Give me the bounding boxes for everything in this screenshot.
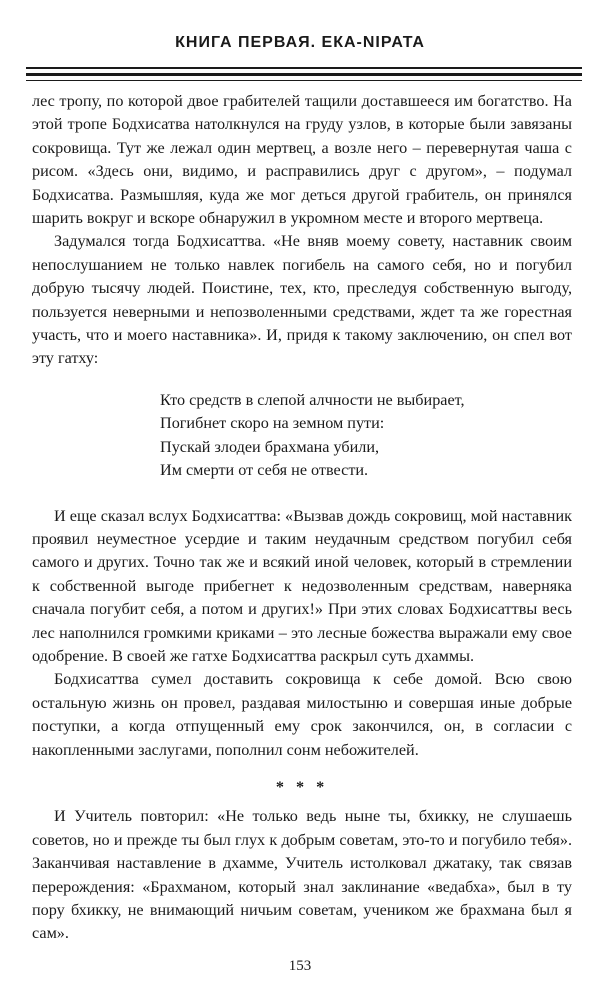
verse-line: Погибнет скоро на земном пути: — [160, 414, 385, 433]
paragraph: лес тропу, по которой двое грабителей тащили доставшееся им богатство. На этой тропе Бодхисатва натолкнулся на груду узлов, в которые были завязаны сокровища. Тут же лежал один мертвец, а возле него – перевернутая чаша с рисом. «Здесь они, видимо, и расправились друг с другом», – подумал Бодхисатва. Размышляя, куда же мог деться другой грабитель, он принялся шарить вокруг и вскоре обнаружил в укромном месте и второго мертвеца. — [32, 92, 572, 228]
verse-gatha — [160, 389, 572, 483]
header-rule-bottom — [26, 80, 582, 81]
running-head: КНИГА ПЕРВАЯ. ЕКА-NIPATA — [175, 34, 425, 51]
verse-line: Кто средств в слепой алчности не выбирает, — [160, 390, 465, 409]
verse-line: Им смерти от себя не отвести. — [160, 461, 369, 480]
verse-line: Пускай злодеи брахмана убили, — [160, 437, 380, 456]
paragraph: И Учитель повторил: «Не только ведь ныне ты, бхикку, не слушаешь советов, но и прежде ты был глух к добрым советам, это-то и погубило тебя». Заканчивая наставление в дхамме, Учитель истолковал джатаку, так связав перерождения: «Брахманом, который знал заклинание «ведабха», был в ту пору бхикку, не внимающий ничьим советам, учеником же брахмана был я сам». — [32, 807, 572, 943]
body-text — [32, 90, 572, 946]
paragraph: Бодхисаттва сумел доставить сокровища к себе домой. Всю свою остальную жизнь он провел, раздавая милостыню и совершая иные добрые поступки, а когда отпущенный ему срок закончился, он, в согласии с накопленными заслугами, пополнил сонм небожителей. — [32, 670, 572, 759]
paragraph: Задумался тогда Бодхисаттва. «Не вняв моему совету, наставник своим непослушанием не только навлек погибель на самого себя, но и погубил добрую тысячу людей. Поистине, тех, кто, преследуя собственную выгоду, пользуется неверными и непозволенными средствами, ждет та же горестная участь, что и моего наставника». И, придя к такому заключению, он спел вот эту гатху: — [32, 232, 572, 368]
header-rule-thin — [26, 67, 582, 69]
section-separator: * * * — [275, 777, 329, 796]
header-rule-thick — [26, 73, 582, 76]
paragraph: И еще сказал вслух Бодхисаттва: «Вызвав дождь сокровищ, мой наставник проявил неуместное усердие и таким неудачным средством погубил себя самого и других. Точно так же и всякий иной человек, который в стремлении к собственной выгоде прибегнет к недозволенным средствам, наверняка сначала погубит себя, а потом и других!» При этих словах Бодхисаттвы весь лес наполнился громкими криками – это лесные божества выражали ему свое одобрение. В своей же гатхе Бодхисаттва раскрыл суть дхаммы. — [32, 506, 572, 665]
page-number: 153 — [288, 958, 312, 974]
